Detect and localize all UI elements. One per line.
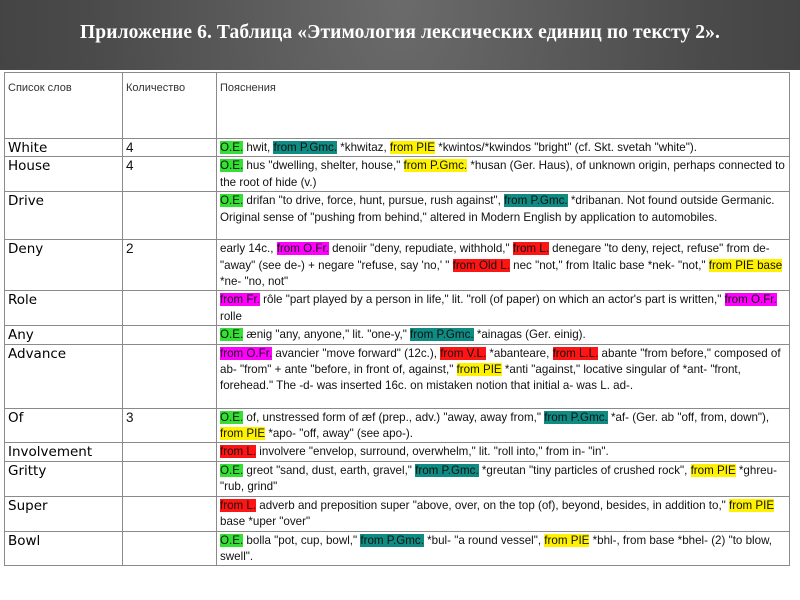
- count-cell: [123, 496, 217, 531]
- explanation-cell: [217, 291, 790, 326]
- explanation-cell: [217, 443, 790, 461]
- table-row: [5, 408, 790, 443]
- word-cell: Advance: [5, 344, 123, 408]
- table-row: [5, 344, 790, 408]
- explanation-text: *kwintos/*kwindos "bright" (cf. Skt. svetah "white").: [435, 141, 697, 154]
- source-language-tag: from P.Gmc.: [410, 328, 474, 342]
- count-cell: [123, 461, 217, 496]
- source-language-tag: O.E.: [220, 410, 244, 424]
- table-row: [5, 443, 790, 461]
- source-language-tag: from PIE: [389, 141, 435, 154]
- count-cell: 3: [123, 408, 217, 443]
- explanation-text: adverb and preposition super "above, over, on the top (of), beyond, besides, in addition to,": [256, 498, 730, 512]
- explanation-text: greot "sand, dust, earth, gravel,": [243, 463, 416, 477]
- source-language-tag: O.E.: [220, 533, 244, 547]
- count-cell: 4: [123, 157, 217, 192]
- table-row: [5, 291, 790, 326]
- word-cell: House: [5, 157, 123, 192]
- header-word-list: Список слов: [5, 73, 123, 139]
- document-sheet: [0, 70, 800, 600]
- explanation-cell: [217, 531, 790, 566]
- table-header-row: [5, 73, 790, 139]
- table-row: [5, 496, 790, 531]
- explanation-text: ænig "any, anyone," lit. "one-y,": [243, 328, 411, 342]
- source-language-tag: from Old L.: [452, 258, 510, 272]
- source-language-tag: O.E.: [220, 194, 244, 208]
- header-count: Количество: [123, 73, 217, 139]
- source-language-tag: from PIE: [456, 363, 502, 377]
- explanation-text: *bhl-, from base *bhel- (2) "to blow, swell".: [220, 533, 773, 563]
- source-language-tag: O.E.: [220, 141, 244, 154]
- source-language-tag: from L.: [220, 498, 257, 512]
- count-cell: 2: [123, 240, 217, 291]
- source-language-tag: from PIE: [544, 533, 590, 547]
- explanation-text: base *uper "over": [220, 515, 311, 529]
- word-cell: Any: [5, 326, 123, 344]
- source-language-tag: from P.Gmc.: [273, 141, 338, 154]
- table-row: [5, 461, 790, 496]
- source-language-tag: from PIE: [729, 498, 775, 512]
- explanation-text: *anti "against," locative singular of *ant- "front, forehead." The -d- was inserted 16c. on mistaken notion that initial a- was L. ad-.: [220, 363, 741, 393]
- count-cell: [123, 192, 217, 240]
- explanation-text: *dribanan. Not found outside Germanic. Original sense of "pushing from behind," altered in Modern English by application to automobiles.: [220, 194, 775, 224]
- count-cell: [123, 326, 217, 344]
- explanation-cell: [217, 461, 790, 496]
- explanation-text: *abanteare,: [486, 346, 553, 360]
- source-language-tag: from PIE: [690, 463, 736, 477]
- source-language-tag: from Fr.: [220, 293, 260, 307]
- count-cell: [123, 291, 217, 326]
- table-row: [5, 157, 790, 192]
- word-cell: Deny: [5, 240, 123, 291]
- table-row: [5, 139, 790, 157]
- explanation-cell: [217, 496, 790, 531]
- table-row: [5, 240, 790, 291]
- word-cell: Bowl: [5, 531, 123, 566]
- source-language-tag: from O.Fr.: [220, 346, 273, 360]
- explanation-text: *af- (Ger. ab "off, from, down"),: [607, 410, 770, 424]
- source-language-tag: O.E.: [220, 159, 244, 173]
- table-row: [5, 192, 790, 240]
- source-language-tag: from V.L.: [440, 346, 487, 360]
- source-language-tag: from PIE base: [708, 258, 783, 272]
- source-language-tag: from O.Fr.: [276, 242, 329, 256]
- explanation-text: denegare "to deny, reject, refuse" from de- "away" (see de-) + negare "refuse, say 'no,' ": [220, 242, 770, 272]
- source-language-tag: O.E.: [220, 463, 244, 477]
- explanation-text: bolla "pot, cup, bowl,": [243, 533, 361, 547]
- source-language-tag: from P.Gmc.: [504, 194, 568, 208]
- explanation-text: *ghreu- "rub, grind": [220, 463, 777, 494]
- word-cell: Super: [5, 496, 123, 531]
- source-language-tag: from P.Gmc.: [415, 463, 479, 477]
- explanation-cell: [217, 139, 790, 157]
- explanation-text: early 14c.,: [220, 242, 277, 256]
- explanation-text: nec "not," from Italic base *nek- "not,": [509, 258, 709, 272]
- explanation-text: denoiir "deny, repudiate, withhold,": [328, 242, 513, 256]
- source-language-tag: from L.L.: [552, 346, 599, 360]
- explanation-text: *husan (Ger. Haus), of unknown origin, perhaps connected to the root of hide (v.): [220, 159, 785, 189]
- explanation-cell: [217, 408, 790, 443]
- explanation-cell: [217, 192, 790, 240]
- explanation-text: hwit,: [243, 141, 274, 154]
- header-explanations: Пояснения: [217, 73, 790, 139]
- source-language-tag: from P.Gmc.: [360, 533, 424, 547]
- explanation-text: *ainagas (Ger. einig).: [473, 328, 586, 342]
- table-row: [5, 531, 790, 566]
- explanation-text: avancier "move forward" (12c.),: [272, 346, 441, 360]
- source-language-tag: from O.Fr.: [724, 293, 777, 307]
- source-language-tag: from P.Gmc.: [544, 410, 608, 424]
- explanation-cell: [217, 157, 790, 192]
- count-cell: [123, 344, 217, 408]
- explanation-text: *bul- "a round vessel",: [423, 533, 545, 547]
- explanation-cell: [217, 326, 790, 344]
- source-language-tag: from PIE: [220, 427, 266, 441]
- explanation-cell: [217, 344, 790, 408]
- word-cell: Drive: [5, 192, 123, 240]
- page-title: Приложение 6. Таблица «Этимология лексических единиц по тексту 2».: [80, 22, 720, 43]
- explanation-text: involvere "envelop, surround, overwhelm," lit. "roll into," from in- "in".: [256, 445, 609, 459]
- word-cell: Of: [5, 408, 123, 443]
- etymology-table: [4, 72, 790, 566]
- source-language-tag: O.E.: [220, 328, 244, 342]
- explanation-text: abante "from before," composed of ab- "from" + ante "before, in front of, against,": [220, 346, 781, 377]
- explanation-text: of, unstressed form of æf (prep., adv.) "away, away from,": [243, 410, 545, 424]
- explanation-text: hus "dwelling, shelter, house,": [243, 159, 404, 173]
- word-cell: Gritty: [5, 461, 123, 496]
- count-cell: [123, 443, 217, 461]
- source-language-tag: from L.: [220, 445, 257, 459]
- source-language-tag: from P.Gmc.: [403, 159, 468, 173]
- source-language-tag: from L.: [512, 242, 549, 256]
- count-cell: [123, 531, 217, 566]
- count-cell: 4: [123, 139, 217, 157]
- explanation-text: *greutan "tiny particles of crushed rock",: [478, 463, 691, 477]
- explanation-text: rolle: [220, 309, 242, 323]
- word-cell: White: [5, 139, 123, 157]
- explanation-text: rôle "part played by a person in life," lit. "roll (of paper) on which an actor's part is written,": [259, 293, 725, 307]
- explanation-text: *apo- "off, away" (see apo-).: [265, 427, 413, 441]
- explanation-text: *khwitaz,: [337, 141, 390, 154]
- word-cell: Role: [5, 291, 123, 326]
- explanation-text: *ne- "no, not": [220, 275, 289, 289]
- table-row: [5, 326, 790, 344]
- explanation-cell: [217, 240, 790, 291]
- explanation-text: drifan "to drive, force, hunt, pursue, rush against",: [243, 194, 505, 208]
- word-cell: Involvement: [5, 443, 123, 461]
